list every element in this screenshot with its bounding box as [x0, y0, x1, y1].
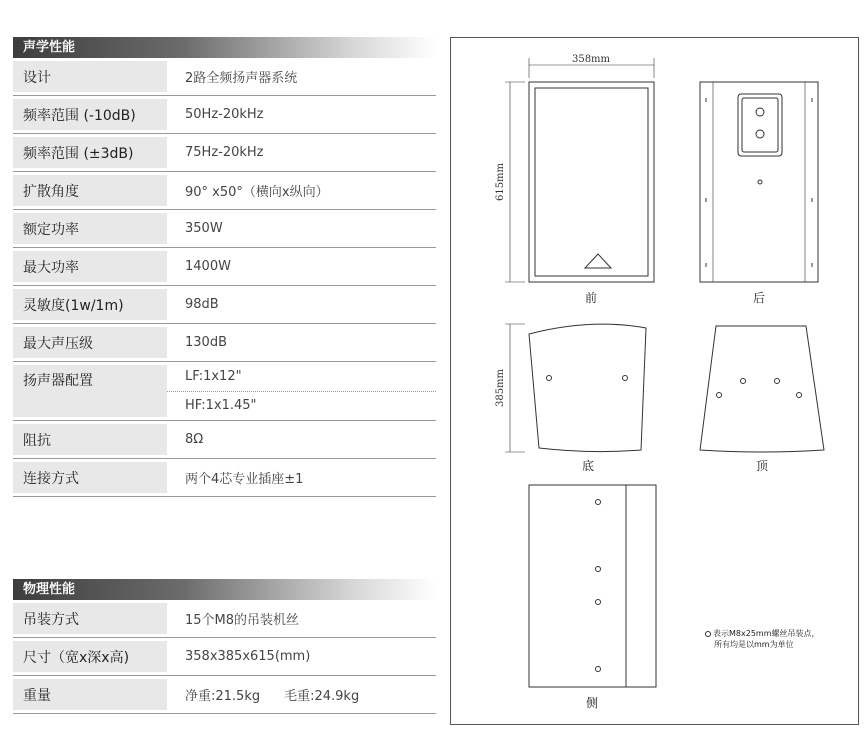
spec-label: 频率范围 (±3dB) [13, 137, 167, 168]
top-view-label: 顶 [755, 459, 769, 473]
physical-header: 物理性能 [13, 579, 436, 600]
spec-label: 阻抗 [13, 424, 167, 455]
dimension-drawing-frame [450, 37, 859, 725]
back-view [700, 82, 818, 282]
spec-label: 最大功率 [13, 251, 167, 282]
spec-label: 频率范围 (-10dB) [13, 99, 167, 130]
spec-row-freq-3db [13, 134, 436, 172]
spec-row-rigging [13, 600, 436, 638]
mount-point-icon [705, 631, 711, 637]
height-dimension-label: 615mm [495, 162, 506, 202]
width-dimension-label: 358mm [571, 54, 611, 65]
front-view [505, 58, 654, 282]
spec-row-design [13, 58, 436, 96]
spec-row-dispersion [13, 172, 436, 210]
spec-value: 98dB [185, 297, 219, 312]
acoustic-header: 声学性能 [13, 37, 436, 58]
spec-value: 1400W [185, 259, 231, 274]
spec-value: 两个4芯专业插座±1 [185, 472, 304, 487]
spec-label: 扬声器配置 [13, 365, 167, 417]
spec-value-lf: LF:1x12" [167, 362, 436, 392]
back-view-label: 后 [752, 291, 766, 305]
front-view-label: 前 [584, 291, 598, 305]
spec-row-impedance [13, 421, 436, 459]
top-view [700, 326, 824, 452]
dimension-drawing [451, 38, 860, 726]
spec-row-sensitivity [13, 286, 436, 324]
spec-label: 灵敏度(1w/1m) [13, 289, 167, 320]
spec-value-hf: HF:1x1.45" [185, 398, 257, 414]
spec-row-rated-power [13, 210, 436, 248]
drawing-note [705, 628, 855, 650]
spec-value: 90° x50°（横向x纵向） [185, 185, 329, 200]
spec-row-connection [13, 459, 436, 497]
net-weight: 净重:21.5kg [185, 689, 261, 704]
note-line-1: 表示M8x25mm螺丝吊装点， [713, 629, 820, 638]
spec-value: 75Hz-20kHz [185, 145, 264, 160]
spec-value: 8Ω [185, 432, 204, 447]
spec-value: 2路全频扬声器系统 [185, 71, 298, 86]
spec-label: 设计 [13, 61, 167, 92]
spec-label: 额定功率 [13, 213, 167, 244]
spec-value-group [167, 362, 436, 420]
spec-row-max-spl [13, 324, 436, 362]
bottom-view-label: 底 [581, 459, 595, 473]
spec-value [167, 676, 436, 713]
spec-row-max-power [13, 248, 436, 286]
depth-dimension-label: 385mm [495, 368, 506, 408]
spec-label: 尺寸（宽x深x高) [13, 641, 167, 672]
spec-value: 50Hz-20kHz [185, 107, 264, 122]
spec-value: 130dB [185, 335, 227, 350]
side-view-label: 侧 [585, 696, 599, 710]
side-view [529, 485, 656, 687]
spec-panel [13, 37, 436, 714]
spec-label: 连接方式 [13, 462, 167, 493]
spec-label: 重量 [13, 679, 167, 710]
note-line-2: 所有均是以mm为单位 [714, 640, 794, 649]
spec-row-dimensions [13, 638, 436, 676]
spec-row-driver-config [13, 362, 436, 421]
spec-row-freq-10db [13, 96, 436, 134]
section-spacer [13, 497, 436, 579]
spec-label: 扩散角度 [13, 175, 167, 206]
spec-value: 358x385x615(mm) [185, 649, 311, 664]
bottom-view [505, 324, 646, 452]
spec-label: 吊装方式 [13, 603, 167, 634]
spec-value: 15个M8的吊装机丝 [185, 613, 300, 628]
gross-weight: 毛重:24.9kg [284, 689, 360, 704]
spec-value: 350W [185, 221, 223, 236]
spec-label: 最大声压级 [13, 327, 167, 358]
spec-row-weight [13, 676, 436, 714]
